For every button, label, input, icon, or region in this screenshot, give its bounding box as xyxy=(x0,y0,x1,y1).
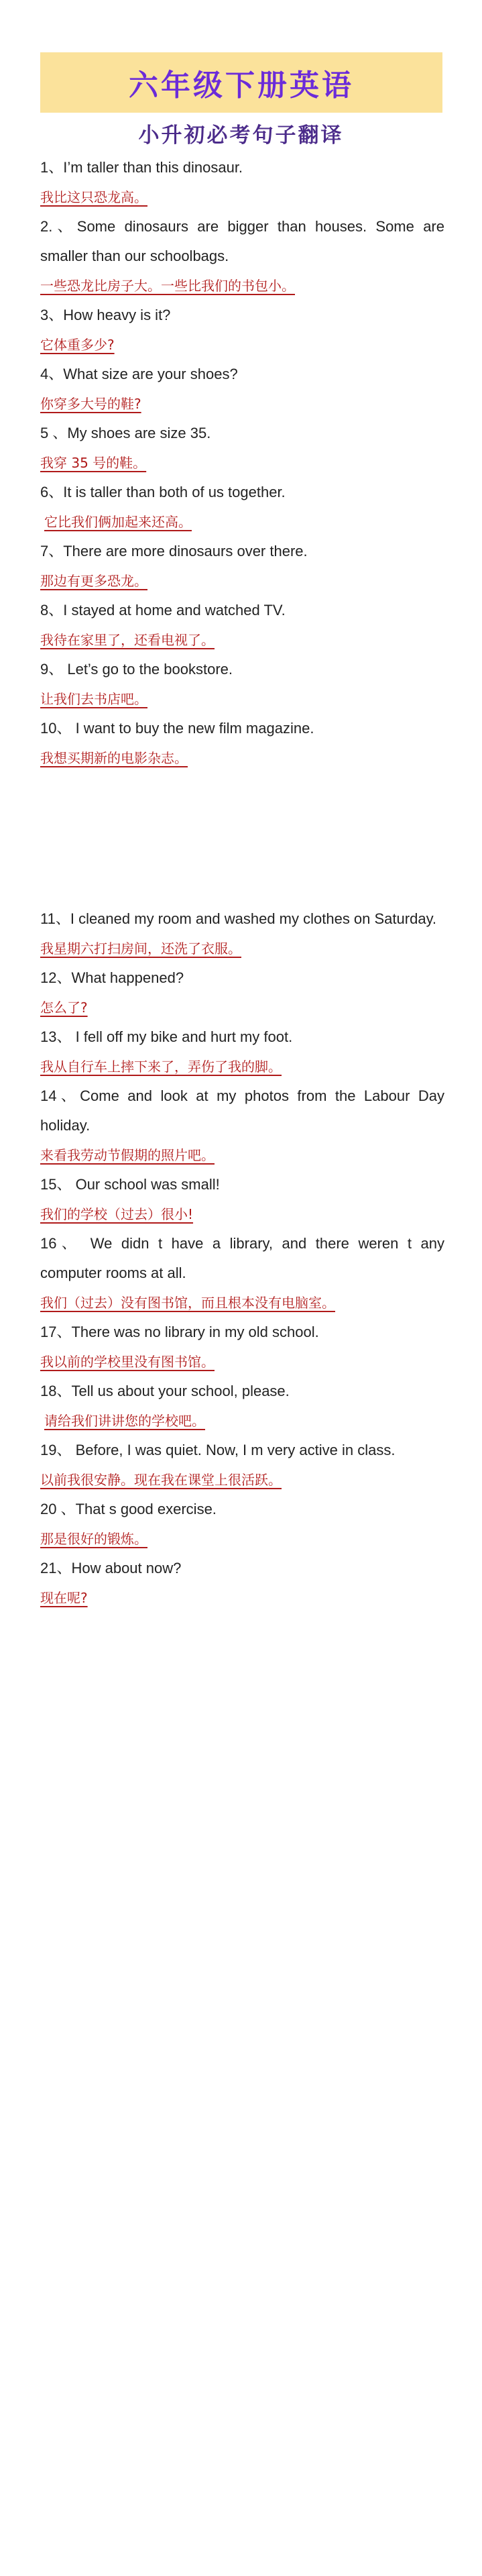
english-sentence: 21、How about now? xyxy=(40,1560,182,1576)
chinese-translation xyxy=(40,1140,444,1170)
sentence-item xyxy=(40,537,444,596)
sentence-item xyxy=(40,301,444,360)
page-subtitle: 小升初必考句子翻译 xyxy=(138,123,344,148)
translation-text: 我以前的学校里没有图书馆。 xyxy=(40,1354,215,1370)
chinese-translation xyxy=(40,934,444,963)
sentence-item xyxy=(40,1554,444,1613)
sentence-item xyxy=(40,904,444,963)
chinese-translation xyxy=(40,684,444,714)
chinese-translation xyxy=(40,1465,444,1495)
sentence-item xyxy=(40,1318,444,1377)
translation-text: 一些恐龙比房子大。一些比我们的书包小。 xyxy=(40,278,295,294)
sentence-item xyxy=(40,1495,444,1554)
chinese-translation xyxy=(40,330,444,360)
sentence-item xyxy=(40,360,444,419)
english-sentence: 7、There are more dinosaurs over there. xyxy=(40,543,308,559)
sentence-item xyxy=(40,1229,444,1318)
translation-text: 我穿 35 号的鞋。 xyxy=(40,455,147,471)
english-sentence: 12、What happened? xyxy=(40,969,184,986)
sentence-item xyxy=(40,153,444,212)
english-sentence: 3、How heavy is it? xyxy=(40,307,171,323)
chinese-translation xyxy=(40,993,444,1022)
chinese-translation xyxy=(40,1347,444,1377)
sentence-item xyxy=(40,596,444,655)
chinese-translation xyxy=(40,507,444,537)
chinese-translation xyxy=(40,271,444,301)
page-title: 六年级下册英语 xyxy=(129,68,354,103)
translation-text: 来看我劳动节假期的照片吧。 xyxy=(40,1147,215,1163)
english-sentence: 19、 Before, I was quiet. Now, I m very active in class. xyxy=(40,1442,396,1458)
sentence-item xyxy=(40,963,444,1022)
translation-text: 那边有更多恐龙。 xyxy=(40,573,147,589)
english-sentence: 10、 I want to buy the new film magazine. xyxy=(40,720,314,737)
translation-text: 我们的学校（过去）很小! xyxy=(40,1206,194,1222)
translation-text: 我比这只恐龙高。 xyxy=(40,189,147,205)
english-sentence: 1、I’m taller than this dinosaur. xyxy=(40,159,243,176)
chinese-translation xyxy=(40,1583,444,1613)
english-sentence: 2.、Some dinosaurs are bigger than houses. Some are smaller than our schoolbags. xyxy=(40,218,444,264)
translation-text: 你穿多大号的鞋? xyxy=(40,396,141,412)
english-sentence: 5 、My shoes are size 35. xyxy=(40,425,211,441)
chinese-translation xyxy=(40,182,444,212)
sentence-list-part-2 xyxy=(40,904,444,1613)
sentence-item xyxy=(40,1436,444,1495)
chinese-translation xyxy=(40,1199,444,1229)
chinese-translation xyxy=(40,625,444,655)
sentence-item xyxy=(40,419,444,478)
translation-text: 那是很好的锻炼。 xyxy=(40,1531,147,1547)
english-sentence: 20 、That s good exercise. xyxy=(40,1501,217,1517)
english-sentence: 6、It is taller than both of us together. xyxy=(40,484,286,500)
english-sentence: 13、 I fell off my bike and hurt my foot. xyxy=(40,1028,293,1045)
sentence-item xyxy=(40,478,444,537)
translation-text: 我想买期新的电影杂志。 xyxy=(40,750,188,766)
english-sentence: 16、 We didn t have a library, and there weren t any computer rooms at all. xyxy=(40,1235,444,1281)
chinese-translation xyxy=(40,448,444,478)
sentence-item xyxy=(40,1022,444,1081)
english-sentence: 9、 Let’s go to the bookstore. xyxy=(40,661,233,678)
title-banner xyxy=(40,52,442,113)
translation-text: 它体重多少? xyxy=(40,337,115,353)
english-sentence: 18、Tell us about your school, please. xyxy=(40,1383,290,1399)
chinese-translation xyxy=(40,1052,444,1081)
chinese-translation xyxy=(40,389,444,419)
english-sentence: 17、There was no library in my old school. xyxy=(40,1324,319,1340)
english-sentence: 11、I cleaned my room and washed my clothes on Saturday. xyxy=(40,910,437,927)
translation-text: 现在呢? xyxy=(40,1590,88,1606)
chinese-translation xyxy=(40,566,444,596)
chinese-translation xyxy=(40,1406,444,1436)
sentence-item xyxy=(40,655,444,714)
english-sentence: 8、I stayed at home and watched TV. xyxy=(40,602,286,619)
english-sentence: 14、Come and look at my photos from the Labour Day holiday. xyxy=(40,1087,444,1134)
english-sentence: 15、 Our school was small! xyxy=(40,1176,220,1193)
translation-text: 请给我们讲讲您的学校吧。 xyxy=(44,1413,205,1429)
sentence-item xyxy=(40,714,444,773)
translation-text: 我们（过去）没有图书馆，而且根本没有电脑室。 xyxy=(40,1295,335,1311)
sentence-item xyxy=(40,1377,444,1436)
sentence-item xyxy=(40,1081,444,1170)
chinese-translation xyxy=(40,743,444,773)
english-sentence: 4、What size are your shoes? xyxy=(40,366,238,382)
translation-text: 我待在家里了，还看电视了。 xyxy=(40,632,215,648)
sentence-list-part-1 xyxy=(40,153,444,773)
sentence-item xyxy=(40,212,444,301)
translation-text: 以前我很安静。现在我在课堂上很活跃。 xyxy=(40,1472,282,1488)
translation-text: 我星期六打扫房间，还洗了衣服。 xyxy=(40,941,241,957)
translation-text: 让我们去书店吧。 xyxy=(40,691,147,707)
chinese-translation xyxy=(40,1288,444,1318)
chinese-translation xyxy=(40,1524,444,1554)
translation-text: 它比我们俩加起来还高。 xyxy=(44,514,192,530)
translation-text: 我从自行车上摔下来了，弄伤了我的脚。 xyxy=(40,1059,282,1075)
sentence-item xyxy=(40,1170,444,1229)
translation-text: 怎么了? xyxy=(40,1000,88,1016)
